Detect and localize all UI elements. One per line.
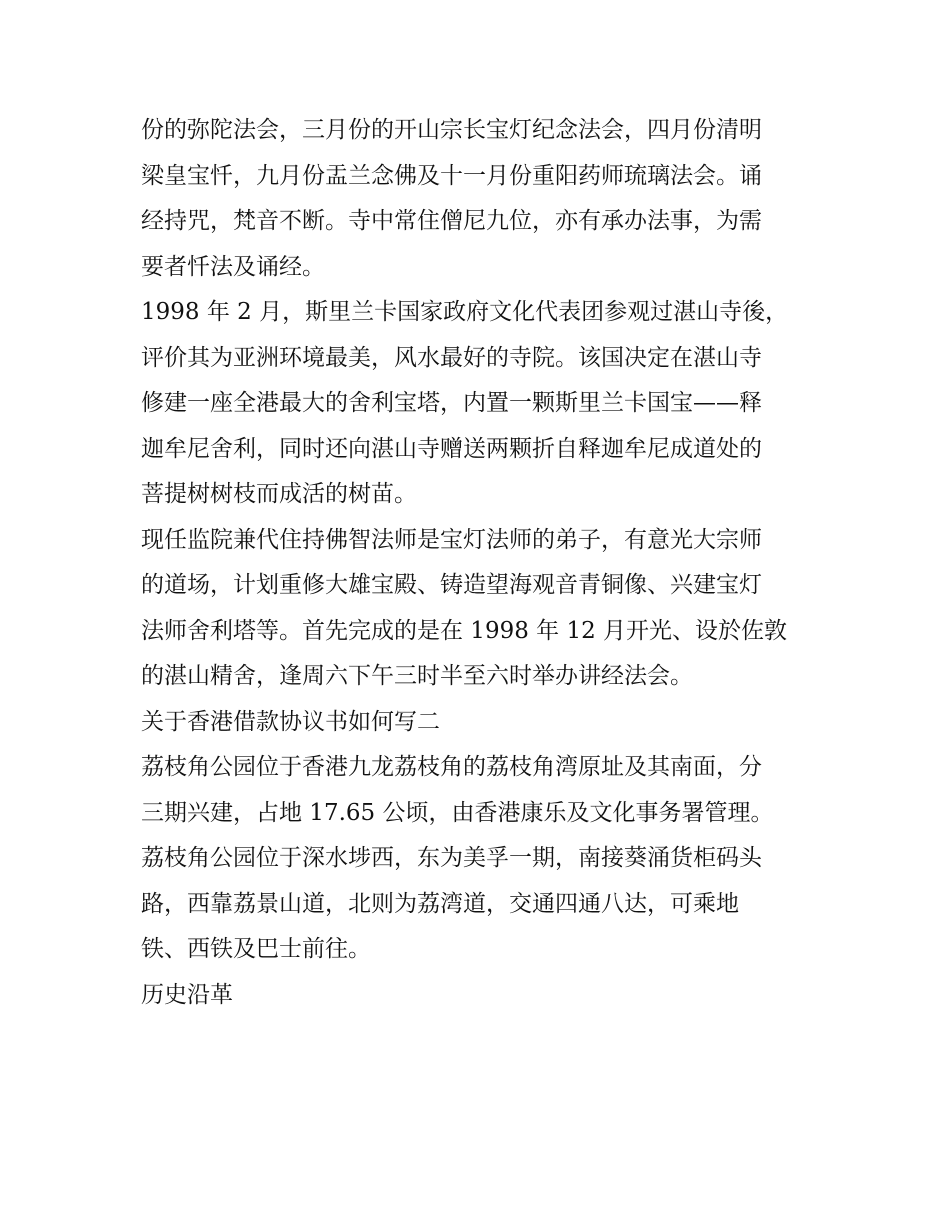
paragraph-sri-lanka-delegation: 1998 年 2 月，斯里兰卡国家政府文化代表团参观过湛山寺後， 评价其为亚洲环境最美，风水最好的寺院。该国决定在湛山寺 修建一座全港最大的舍利宝塔，内置一颗斯里兰卡国宝——释 迦牟尼舍利，同时还向湛山寺赠送两颗折自释迦牟尼成道处的 菩提树树枝而成活的树苗。 bbox=[141, 299, 789, 507]
paragraph-dharma-assemblies: 份的弥陀法会，三月份的开山宗长宝灯纪念法会，四月份清明 梁皇宝忏，九月份盂兰念佛及十一月份重阳药师琉璃法会。诵 经持咒，梵音不断。寺中常住僧尼九位，亦有承办法事，为需 要者忏法及诵经。 bbox=[141, 117, 762, 280]
paragraph-abbot-plans: 现任监院兼代住持佛智法师是宝灯法师的弟子，有意光大宗师 的道场，计划重修大雄宝殿、铸造望海观音青铜像、兴建宝灯 法师舍利塔等。首先完成的是在 1998 年 12 月开光、设於佐敦 的湛山精舍，逢周六下午三时半至六时举办讲经法会。 bbox=[141, 526, 788, 689]
section-heading: 关于香港借款协议书如何写二 bbox=[141, 708, 440, 735]
section-heading-history: 历史沿革 bbox=[141, 981, 233, 1008]
paragraph-park-location: 荔枝角公园位于深水埗西，东为美孚一期，南接葵涌货柜码头 路，西靠荔景山道，北则为荔湾道，交通四通八达，可乘地 铁、西铁及巴士前往。 bbox=[141, 845, 762, 962]
document-body bbox=[141, 108, 821, 1018]
paragraph-park-intro: 荔枝角公园位于香港九龙荔枝角的荔枝角湾原址及其南面，分 三期兴建，占地 17.65 公顷，由香港康乐及文化事务署管理。 bbox=[141, 754, 774, 826]
